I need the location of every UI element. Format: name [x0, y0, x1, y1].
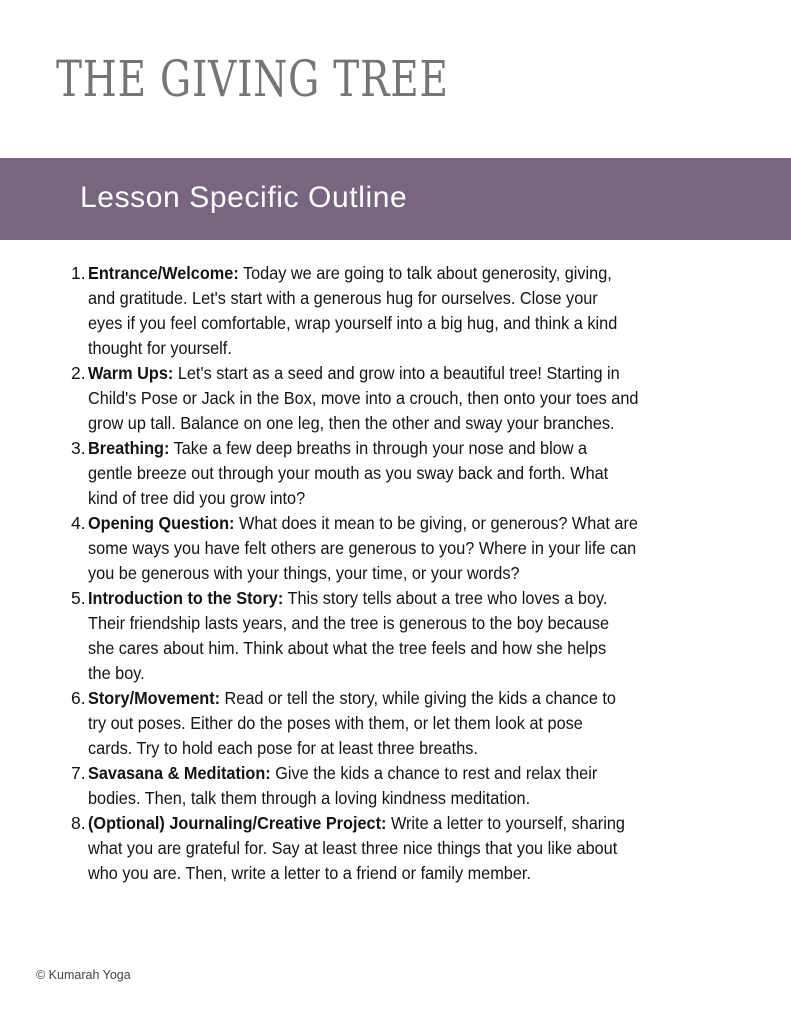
item-text: who you are. Then, write a letter to a friend or family member. [88, 863, 531, 883]
item-number: 8. [71, 813, 86, 833]
item-line [88, 811, 742, 836]
copyright-footer: © Kumarah Yoga [36, 968, 131, 982]
item-text: cards. Try to hold each pose for at least three breaths. [88, 738, 478, 758]
item-text: Read or tell the story, while giving the kids a chance to [220, 688, 616, 708]
item-text: grow up tall. Balance on one leg, then the other and sway your branches. [88, 413, 615, 433]
item-label: Savasana & Meditation: [88, 763, 271, 783]
item-line [88, 436, 742, 461]
item-line [88, 761, 742, 786]
item-text: Give the kids a chance to rest and relax their [270, 763, 598, 783]
page-title: THE GIVING TREE [56, 50, 449, 108]
item-text: the boy. [88, 663, 145, 683]
item-label: Opening Question: [88, 513, 235, 533]
item-label: (Optional) Journaling/Creative Project: [88, 813, 387, 833]
outline-item-warm-ups [0, 361, 791, 436]
item-text: Child's Pose or Jack in the Box, move into a crouch, then onto your toes and [88, 388, 639, 408]
item-text: some ways you have felt others are generous to you? Where in your life can [88, 538, 637, 558]
item-text: and gratitude. Let's start with a generous hug for ourselves. Close your [88, 288, 598, 308]
item-text: Today we are going to talk about generosity, giving, [238, 263, 612, 283]
item-line [88, 261, 742, 286]
item-text: gentle breeze out through your mouth as you sway back and forth. What [88, 463, 609, 483]
item-text: try out poses. Either do the poses with them, or let them look at pose [88, 713, 583, 733]
item-number: 3. [71, 438, 86, 458]
item-text: Let's start as a seed and grow into a beautiful tree! Starting in [173, 363, 620, 383]
item-number: 1. [71, 263, 86, 283]
outline-item-journaling-project [0, 811, 791, 886]
lesson-outline-list [0, 261, 791, 886]
outline-item-entrance-welcome [0, 261, 791, 361]
outline-item-breathing [0, 436, 791, 511]
item-line [88, 686, 742, 711]
item-text: Their friendship lasts years, and the tree is generous to the boy because [88, 613, 610, 633]
item-line [88, 586, 742, 611]
item-number: 4. [71, 513, 86, 533]
item-line [88, 361, 742, 386]
outline-item-savasana-meditation [0, 761, 791, 811]
item-number: 5. [71, 588, 86, 608]
item-text: kind of tree did you grow into? [88, 488, 306, 508]
item-label: Introduction to the Story: [88, 588, 284, 608]
item-text: Write a letter to yourself, sharing [386, 813, 625, 833]
section-heading: Lesson Specific Outline [80, 181, 408, 214]
item-label: Entrance/Welcome: [88, 263, 239, 283]
item-text: Take a few deep breaths in through your nose and blow a [169, 438, 588, 458]
item-number: 2. [71, 363, 86, 383]
outline-item-story-movement [0, 686, 791, 761]
item-text: This story tells about a tree who loves a boy. [283, 588, 608, 608]
item-line [88, 511, 742, 536]
item-label: Warm Ups: [88, 363, 174, 383]
item-text: thought for yourself. [88, 338, 232, 358]
section-banner [0, 158, 791, 240]
item-text: she cares about him. Think about what the tree feels and how she helps [88, 638, 607, 658]
item-number: 6. [71, 688, 86, 708]
outline-item-opening-question [0, 511, 791, 586]
item-label: Story/Movement: [88, 688, 221, 708]
item-text: bodies. Then, talk them through a loving kindness meditation. [88, 788, 531, 808]
item-label: Breathing: [88, 438, 170, 458]
item-text: you be generous with your things, your time, or your words? [88, 563, 520, 583]
item-text: what you are grateful for. Say at least three nice things that you like about [88, 838, 618, 858]
item-number: 7. [71, 763, 86, 783]
outline-item-introduction-to-story [0, 586, 791, 686]
item-text: What does it mean to be giving, or generous? What are [234, 513, 638, 533]
item-text: eyes if you feel comfortable, wrap yourself into a big hug, and think a kind [88, 313, 618, 333]
